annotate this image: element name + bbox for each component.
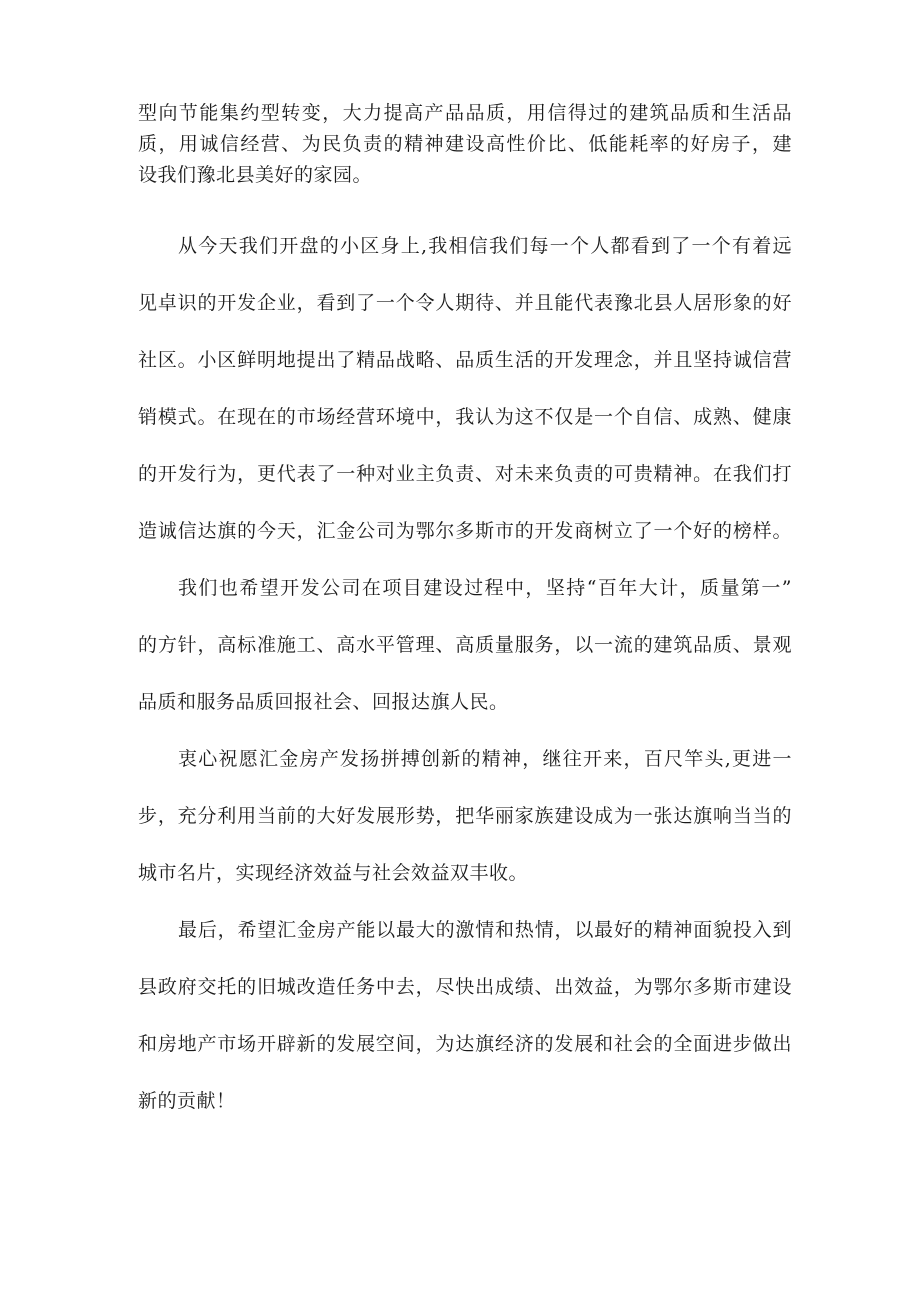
paragraph-line: 新的贡献！: [138, 1090, 236, 1112]
paragraph-line: 造诚信达旗的今天，汇金公司为鄂尔多斯市的开发商树立了一个好的榜样。: [138, 520, 792, 542]
paragraph-1: [138, 98, 792, 191]
paragraph-line: 设我们豫北县美好的家园。: [138, 164, 373, 186]
paragraph-line: 衷心祝愿汇金房产发扬拼搏创新的精神，继往开来，百尺竿头,更进一: [178, 748, 792, 770]
paragraph-line: 从今天我们开盘的小区身上,我相信我们每一个人都看到了一个有着远: [178, 235, 792, 257]
paragraph-line: 品质和服务品质回报社会、回报达旗人民。: [138, 691, 509, 713]
paragraph-2: [138, 218, 792, 560]
paragraph-4: [138, 731, 792, 902]
paragraph-line: 最后，希望汇金房产能以最大的激情和热情，以最好的精神面貌投入到: [178, 919, 792, 941]
paragraph-line: 我们也希望开发公司在项目建设过程中，坚持“百年大计，质量第一”: [178, 577, 792, 599]
paragraph-line: 的开发行为，更代表了一种对业主负责、对未来负责的可贵精神。在我们打: [138, 463, 792, 485]
paragraph-line: 的方针，高标准施工、高水平管理、高质量服务，以一流的建筑品质、景观: [138, 634, 792, 656]
paragraph-line: 社区。小区鲜明地提出了精品战略、品质生活的开发理念，并且坚持诚信营: [138, 349, 792, 371]
paragraph-line: 见卓识的开发企业，看到了一个令人期待、并且能代表豫北县人居形象的好: [138, 292, 792, 314]
paragraph-line: 销模式。在现在的市场经营环境中，我认为这不仅是一个自信、成熟、健康: [138, 406, 792, 428]
paragraph-line: 和房地产市场开辟新的发展空间，为达旗经济的发展和社会的全面进步做出: [138, 1033, 792, 1055]
paragraph-line: 质，用诚信经营、为民负责的精神建设高性价比、低能耗率的好房子，建: [138, 133, 792, 155]
paragraph-5: [138, 902, 792, 1130]
paragraph-line: 县政府交托的旧城改造任务中去，尽快出成绩、出效益，为鄂尔多斯市建设: [138, 976, 792, 998]
paragraph-3: [138, 560, 792, 731]
paragraph-line: 型向节能集约型转变，大力提高产品品质，用信得过的建筑品质和生活品: [138, 102, 792, 124]
paragraph-line: 城市名片，实现经济效益与社会效益双丰收。: [138, 862, 529, 884]
paragraph-line: 步，充分利用当前的大好发展形势，把华丽家族建设成为一张达旗响当当的: [138, 805, 792, 827]
